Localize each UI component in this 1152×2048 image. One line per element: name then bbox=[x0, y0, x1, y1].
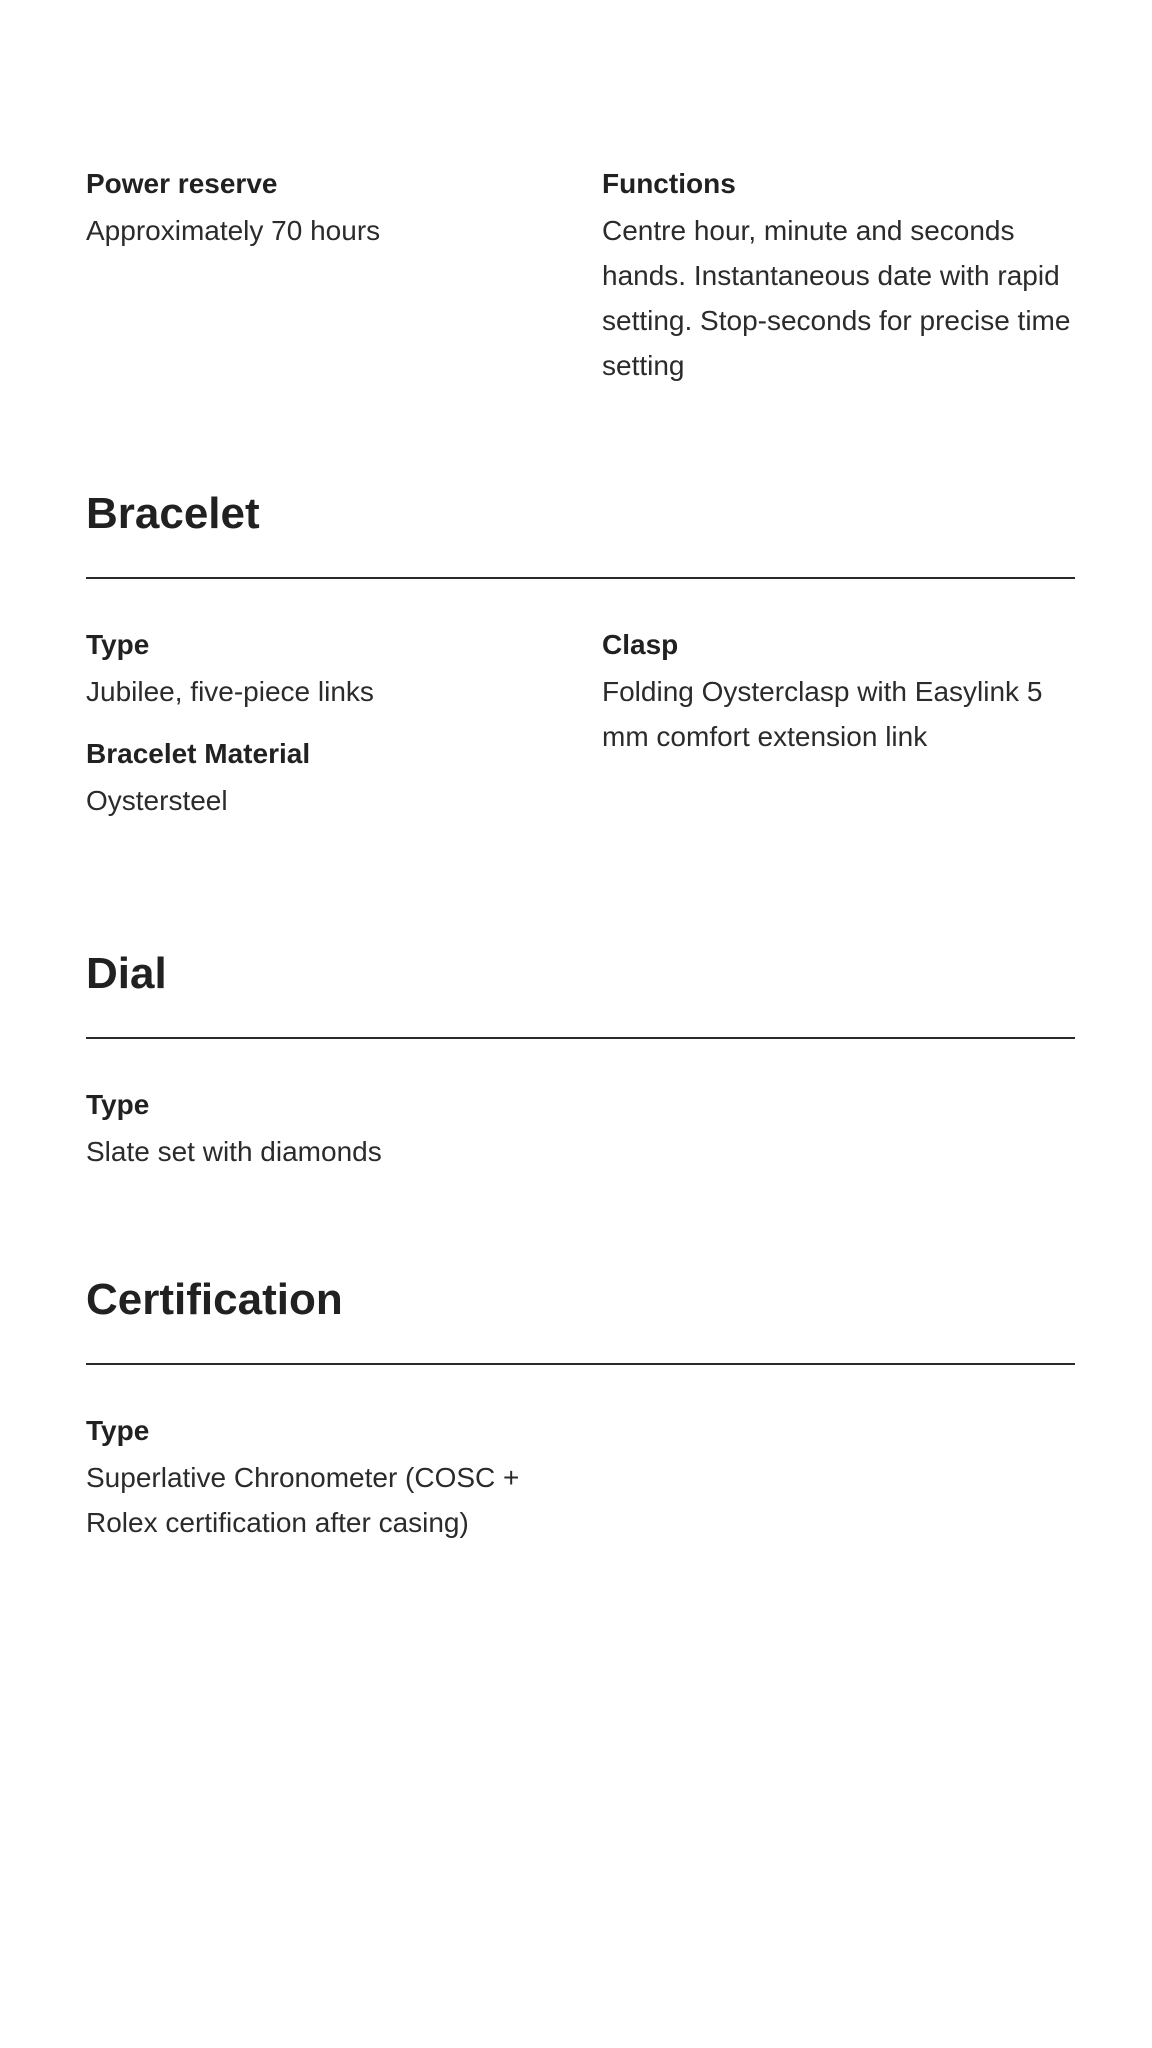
movement-specs bbox=[86, 166, 1075, 410]
dial-type-label: Type bbox=[86, 1089, 150, 1120]
dial-section-title: Dial bbox=[86, 949, 167, 998]
bracelet-divider bbox=[86, 577, 1075, 579]
dial-divider bbox=[86, 1037, 1075, 1039]
certification-type-spec bbox=[86, 1413, 556, 1545]
movement-left-column bbox=[86, 166, 602, 410]
certification-left-column bbox=[86, 1413, 602, 1567]
movement-right-column bbox=[602, 166, 1075, 410]
bracelet-right-column bbox=[602, 627, 1075, 845]
bracelet-material-value: Oystersteel bbox=[86, 785, 228, 816]
clasp-value: Folding Oysterclasp with Easylink 5 mm comfort extension link bbox=[602, 676, 1043, 752]
clasp-spec bbox=[602, 627, 1075, 759]
bracelet-material-spec bbox=[86, 736, 602, 823]
specifications-page bbox=[86, 0, 1075, 2048]
bracelet-type-label: Type bbox=[86, 629, 150, 660]
clasp-label: Clasp bbox=[602, 629, 679, 660]
power-reserve-label: Power reserve bbox=[86, 168, 278, 199]
certification-type-value: Superlative Chronometer (COSC + Rolex certification after casing) bbox=[86, 1462, 520, 1538]
certification-specs bbox=[86, 1413, 1075, 1567]
certification-divider bbox=[86, 1363, 1075, 1365]
functions-label: Functions bbox=[602, 168, 736, 199]
dial-type-value: Slate set with diamonds bbox=[86, 1136, 382, 1167]
power-reserve-value: Approximately 70 hours bbox=[86, 215, 381, 246]
dial-specs bbox=[86, 1087, 1075, 1196]
dial-type-spec bbox=[86, 1087, 602, 1174]
certification-section-title: Certification bbox=[86, 1275, 343, 1324]
bracelet-left-column bbox=[86, 627, 602, 845]
bracelet-specs bbox=[86, 627, 1075, 845]
bracelet-section-title: Bracelet bbox=[86, 489, 260, 538]
functions-spec bbox=[602, 166, 1075, 388]
functions-value: Centre hour, minute and seconds hands. Instantaneous date with rapid setting. Stop-seconds for precise time setting bbox=[602, 215, 1071, 381]
bracelet-type-spec bbox=[86, 627, 602, 714]
bracelet-material-label: Bracelet Material bbox=[86, 738, 311, 769]
dial-left-column bbox=[86, 1087, 602, 1196]
certification-type-label: Type bbox=[86, 1415, 150, 1446]
bracelet-type-value: Jubilee, five-piece links bbox=[86, 676, 374, 707]
power-reserve-spec bbox=[86, 166, 602, 253]
